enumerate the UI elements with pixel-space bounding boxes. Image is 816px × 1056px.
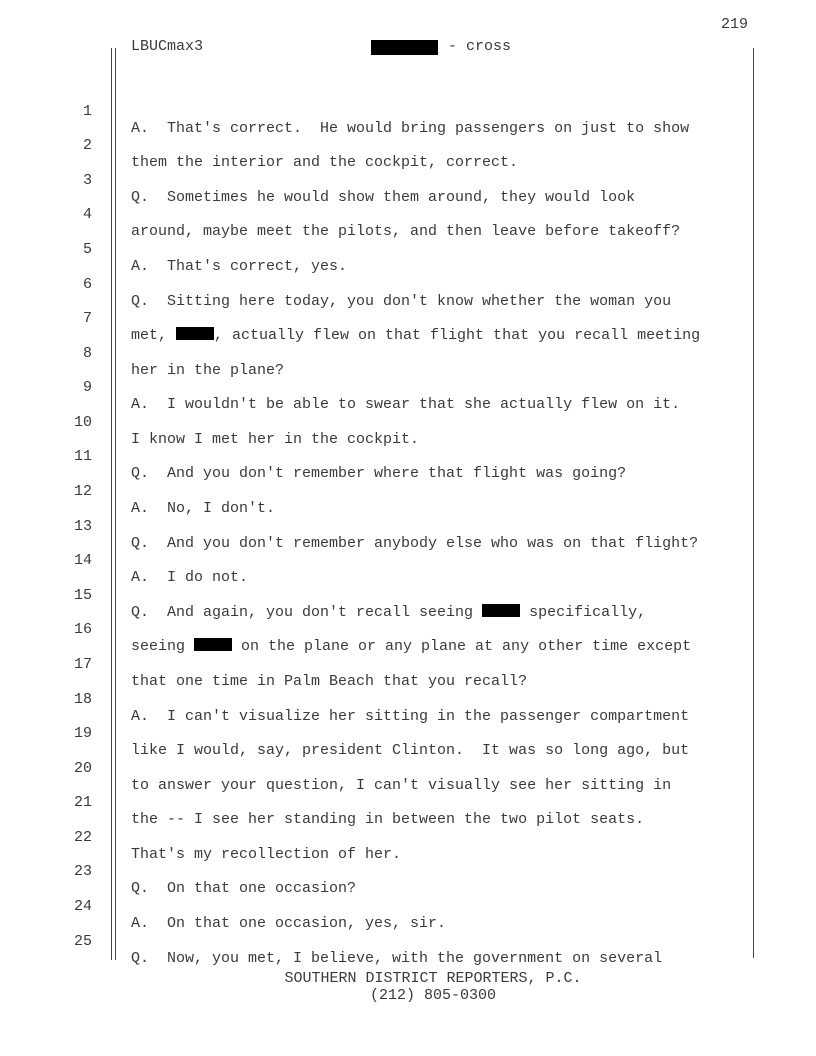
transcript-line — [0, 86, 816, 137]
transcript-line — [0, 881, 816, 932]
transcript-line — [0, 466, 816, 517]
transcript-line — [0, 777, 816, 828]
line-number: 4 — [82, 206, 92, 223]
line-text: Q. On that one occasion? — [131, 880, 357, 897]
transcript-line — [0, 224, 816, 275]
line-number: 15 — [73, 587, 92, 604]
transcript-line — [0, 674, 816, 725]
line-text: A. On that one occasion, yes, sir. — [131, 915, 447, 932]
line-number: 9 — [82, 379, 92, 396]
transcript-line — [0, 328, 816, 379]
header-case-code: LBUCmax3 — [131, 38, 204, 55]
line-text: Q. And you don't remember where that flight was going? — [131, 465, 627, 482]
line-text-segment: , actually flew on that flight that you recall meeting — [214, 327, 701, 344]
line-number: 10 — [73, 414, 92, 431]
line-number: 18 — [73, 691, 92, 708]
reporter-name: SOUTHERN DISTRICT REPORTERS, P.C. — [284, 970, 582, 987]
line-number: 8 — [82, 345, 92, 362]
line-text: A. I can't visualize her sitting in the passenger compartment — [131, 708, 690, 725]
line-number: 23 — [73, 863, 92, 880]
header-examination-type: - cross — [448, 38, 512, 55]
transcript-line — [0, 189, 816, 240]
line-text: I know I met her in the cockpit. — [131, 431, 420, 448]
transcript-line — [0, 431, 816, 482]
line-text: Q. Sometimes he would show them around, they would look — [131, 189, 636, 206]
transcript-line — [0, 362, 816, 413]
line-number: 25 — [73, 933, 92, 950]
line-number: 17 — [73, 656, 92, 673]
line-text: Q. And you don't remember anybody else who was on that flight? — [131, 535, 699, 552]
line-text: the -- I see her standing in between the two pilot seats. — [131, 811, 645, 828]
transcript-line — [0, 812, 816, 863]
line-text: to answer your question, I can't visually see her sitting in — [131, 777, 672, 794]
transcript-line — [0, 259, 816, 310]
line-number: 20 — [73, 760, 92, 777]
line-text: A. No, I don't. — [131, 500, 276, 517]
transcript-line — [0, 501, 816, 552]
line-text: them the interior and the cockpit, correct. — [131, 154, 519, 171]
line-text-segment: Q. And again, you don't recall seeing — [131, 604, 483, 621]
line-number: 13 — [73, 518, 92, 535]
transcript-line — [0, 155, 816, 206]
line-text-segment: specifically, — [520, 604, 647, 621]
line-text: A. I do not. — [131, 569, 249, 586]
line-number: 5 — [82, 241, 92, 258]
line-text: that one time in Palm Beach that you recall? — [131, 673, 528, 690]
line-text: her in the plane? — [131, 362, 285, 379]
line-text: A. That's correct. He would bring passengers on just to show — [131, 120, 690, 137]
line-number: 19 — [73, 725, 92, 742]
transcript-line — [0, 846, 816, 897]
transcript-line — [0, 293, 816, 344]
line-number: 16 — [73, 621, 92, 638]
line-number: 22 — [73, 829, 92, 846]
transcript-line — [0, 743, 816, 794]
transcript-line — [0, 708, 816, 759]
transcript-line — [0, 916, 816, 967]
line-text: Q. Sitting here today, you don't know whether the woman you — [131, 293, 672, 310]
page-number: 219 — [720, 16, 748, 33]
line-number: 24 — [73, 898, 92, 915]
line-text: A. I wouldn't be able to swear that she actually flew on it. — [131, 396, 681, 413]
line-number: 12 — [73, 483, 92, 500]
line-number: 2 — [82, 137, 92, 154]
footer — [0, 970, 816, 1004]
transcript-line — [0, 570, 816, 621]
transcript-line — [0, 535, 816, 586]
line-text: A. That's correct, yes. — [131, 258, 348, 275]
line-text: That's my recollection of her. — [131, 846, 402, 863]
reporter-phone: (212) 805-0300 — [369, 987, 497, 1004]
transcript-line — [0, 397, 816, 448]
line-number: 21 — [73, 794, 92, 811]
transcript-line — [0, 639, 816, 690]
transcript-line — [0, 120, 816, 171]
line-number: 14 — [73, 552, 92, 569]
line-number: 3 — [82, 172, 92, 189]
line-text-segment: on the plane or any plane at any other time except — [232, 638, 692, 655]
line-number: 11 — [73, 448, 92, 465]
line-text: like I would, say, president Clinton. It was so long ago, but — [131, 742, 690, 759]
line-text: around, maybe meet the pilots, and then leave before takeoff? — [131, 223, 681, 240]
line-text: Q. Now, you met, I believe, with the government on several — [131, 950, 663, 967]
line-number: 1 — [82, 103, 92, 120]
line-text-segment: met, — [131, 327, 177, 344]
transcript-line — [0, 604, 816, 655]
line-number: 6 — [82, 276, 92, 293]
line-text-segment: seeing — [131, 638, 195, 655]
header-redaction — [371, 40, 438, 55]
line-number: 7 — [82, 310, 92, 327]
